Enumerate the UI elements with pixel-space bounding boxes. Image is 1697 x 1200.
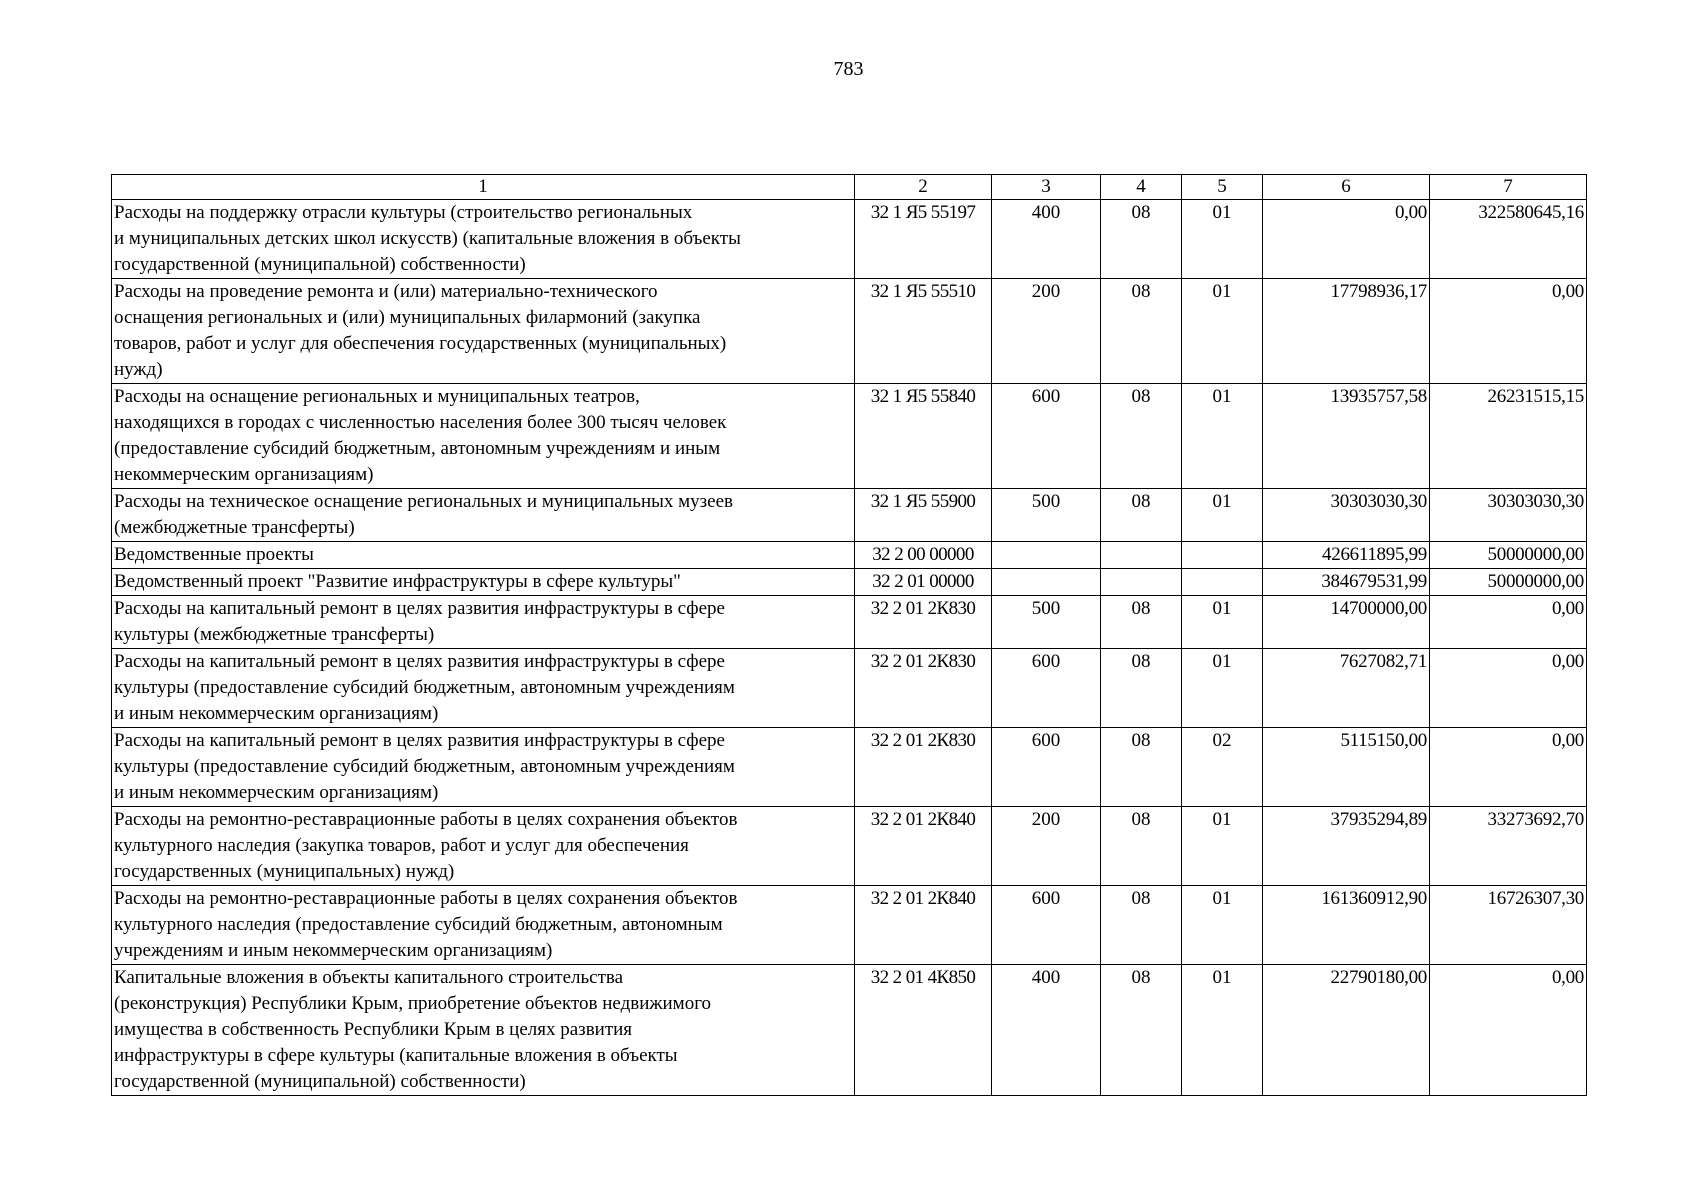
table-row [112, 489, 1587, 542]
row-amount-col7: 322580645,16 [1430, 200, 1587, 279]
row-subsection: 02 [1182, 728, 1263, 807]
row-amount-col6: 30303030,30 [1263, 489, 1430, 542]
row-amount-col7: 50000000,00 [1430, 569, 1587, 596]
row-expense-type: 600 [992, 886, 1101, 965]
row-section: 08 [1101, 965, 1182, 1096]
row-description: Расходы на капитальный ремонт в целях развития инфраструктуры в сфере культуры (межбюджетные трансферты) [112, 596, 855, 649]
row-description: Капитальные вложения в объекты капитального строительства (реконструкция) Республики Крым, приобретение объектов недвижимого имущества в собственность Республики Крым в целях развития инфраструктуры в сфере культуры (капитальные вложения в объекты государственной (муниципальной) собственности) [112, 965, 855, 1096]
table-row [112, 649, 1587, 728]
row-section: 08 [1101, 596, 1182, 649]
column-header: 4 [1101, 175, 1182, 200]
row-amount-col6: 7627082,71 [1263, 649, 1430, 728]
row-subsection: 01 [1182, 965, 1263, 1096]
row-amount-col6: 17798936,17 [1263, 279, 1430, 384]
row-amount-col7: 33273692,70 [1430, 807, 1587, 886]
row-expense-type: 500 [992, 489, 1101, 542]
row-section: 08 [1101, 489, 1182, 542]
row-amount-col7: 30303030,30 [1430, 489, 1587, 542]
row-section [1101, 542, 1182, 569]
row-amount-col7: 0,00 [1430, 728, 1587, 807]
row-description: Расходы на капитальный ремонт в целях развития инфраструктуры в сфере культуры (предоставление субсидий бюджетным, автономным учреждениям и иным некоммерческим организациям) [112, 728, 855, 807]
budget-table [111, 174, 1587, 1096]
row-expense-type: 200 [992, 807, 1101, 886]
row-subsection: 01 [1182, 200, 1263, 279]
row-description: Расходы на ремонтно-реставрационные работы в целях сохранения объектов культурного наследия (предоставление субсидий бюджетным, автономным учреждениям и иным некоммерческим организациям) [112, 886, 855, 965]
row-code: 32 2 01 2К840 [855, 886, 992, 965]
row-code: 32 1 Я5 55197 [855, 200, 992, 279]
row-section: 08 [1101, 384, 1182, 489]
row-amount-col6: 161360912,90 [1263, 886, 1430, 965]
row-section: 08 [1101, 886, 1182, 965]
row-code: 32 2 01 2К830 [855, 728, 992, 807]
header-row [112, 175, 1587, 200]
row-section: 08 [1101, 807, 1182, 886]
row-description: Расходы на капитальный ремонт в целях развития инфраструктуры в сфере культуры (предоставление субсидий бюджетным, автономным учреждениям и иным некоммерческим организациям) [112, 649, 855, 728]
row-amount-col7: 26231515,15 [1430, 384, 1587, 489]
row-amount-col6: 384679531,99 [1263, 569, 1430, 596]
table-row [112, 807, 1587, 886]
row-amount-col7: 50000000,00 [1430, 542, 1587, 569]
row-amount-col6: 0,00 [1263, 200, 1430, 279]
row-section: 08 [1101, 649, 1182, 728]
row-expense-type: 600 [992, 649, 1101, 728]
table-row [112, 569, 1587, 596]
row-code: 32 1 Я5 55510 [855, 279, 992, 384]
row-amount-col7: 0,00 [1430, 965, 1587, 1096]
row-amount-col6: 13935757,58 [1263, 384, 1430, 489]
row-code: 32 2 01 00000 [855, 569, 992, 596]
row-section: 08 [1101, 200, 1182, 279]
row-subsection: 01 [1182, 384, 1263, 489]
row-expense-type: 200 [992, 279, 1101, 384]
row-subsection: 01 [1182, 649, 1263, 728]
table-row [112, 384, 1587, 489]
table-row [112, 728, 1587, 807]
row-subsection: 01 [1182, 489, 1263, 542]
row-amount-col6: 5115150,00 [1263, 728, 1430, 807]
row-code: 32 2 00 00000 [855, 542, 992, 569]
table-row [112, 279, 1587, 384]
row-amount-col7: 0,00 [1430, 649, 1587, 728]
row-amount-col7: 0,00 [1430, 596, 1587, 649]
row-expense-type: 400 [992, 200, 1101, 279]
row-amount-col7: 16726307,30 [1430, 886, 1587, 965]
row-description: Расходы на ремонтно-реставрационные работы в целях сохранения объектов культурного наследия (закупка товаров, работ и услуг для обеспечения государственных (муниципальных) нужд) [112, 807, 855, 886]
row-subsection: 01 [1182, 807, 1263, 886]
column-header: 3 [992, 175, 1101, 200]
row-expense-type [992, 542, 1101, 569]
row-amount-col6: 22790180,00 [1263, 965, 1430, 1096]
row-amount-col6: 14700000,00 [1263, 596, 1430, 649]
row-code: 32 1 Я5 55840 [855, 384, 992, 489]
row-subsection: 01 [1182, 596, 1263, 649]
row-description: Расходы на проведение ремонта и (или) материально-технического оснащения региональных и (или) муниципальных филармоний (закупка товаров, работ и услуг для обеспечения государственных (муниципальных) нужд) [112, 279, 855, 384]
table-row [112, 596, 1587, 649]
row-section: 08 [1101, 728, 1182, 807]
row-subsection: 01 [1182, 886, 1263, 965]
row-description: Ведомственный проект "Развитие инфраструктуры в сфере культуры" [112, 569, 855, 596]
row-code: 32 1 Я5 55900 [855, 489, 992, 542]
row-section [1101, 569, 1182, 596]
table-row [112, 542, 1587, 569]
row-expense-type: 500 [992, 596, 1101, 649]
column-header: 1 [112, 175, 855, 200]
column-header: 5 [1182, 175, 1263, 200]
row-expense-type: 600 [992, 728, 1101, 807]
page-number: 783 [833, 58, 864, 80]
row-code: 32 2 01 2К840 [855, 807, 992, 886]
column-header: 2 [855, 175, 992, 200]
table-row [112, 965, 1587, 1096]
row-expense-type: 400 [992, 965, 1101, 1096]
row-code: 32 2 01 4К850 [855, 965, 992, 1096]
row-description: Расходы на поддержку отрасли культуры (строительство региональных и муниципальных детских школ искусств) (капитальные вложения в объекты государственной (муниципальной) собственности) [112, 200, 855, 279]
row-expense-type: 600 [992, 384, 1101, 489]
column-header: 6 [1263, 175, 1430, 200]
row-expense-type [992, 569, 1101, 596]
row-subsection [1182, 542, 1263, 569]
row-amount-col7: 0,00 [1430, 279, 1587, 384]
row-description: Расходы на оснащение региональных и муниципальных театров, находящихся в городах с численностью населения более 300 тысяч человек (предоставление субсидий бюджетным, автономным учреждениям и иным некоммерческим организациям) [112, 384, 855, 489]
column-header: 7 [1430, 175, 1587, 200]
table-row [112, 200, 1587, 279]
row-code: 32 2 01 2К830 [855, 596, 992, 649]
row-description: Ведомственные проекты [112, 542, 855, 569]
row-subsection: 01 [1182, 279, 1263, 384]
row-code: 32 2 01 2К830 [855, 649, 992, 728]
row-description: Расходы на техническое оснащение региональных и муниципальных музеев (межбюджетные трансферты) [112, 489, 855, 542]
row-amount-col6: 37935294,89 [1263, 807, 1430, 886]
row-section: 08 [1101, 279, 1182, 384]
table-row [112, 886, 1587, 965]
row-subsection [1182, 569, 1263, 596]
row-amount-col6: 426611895,99 [1263, 542, 1430, 569]
